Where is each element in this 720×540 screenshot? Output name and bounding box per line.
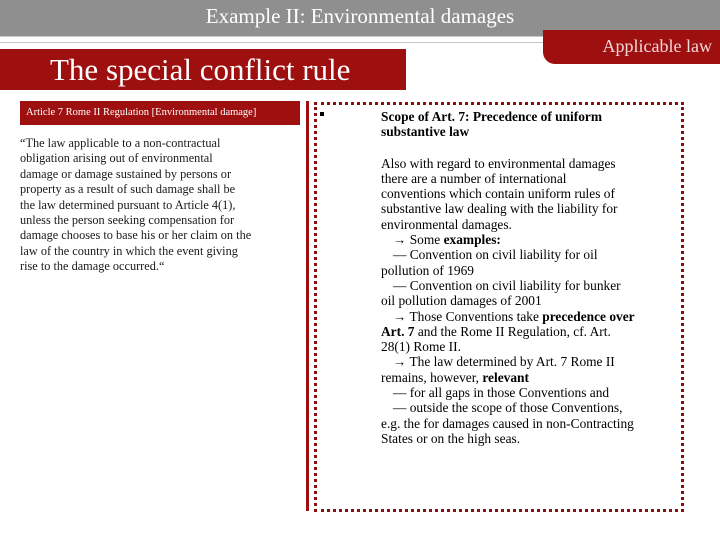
outside-line: e.g. the for damages caused in non-Contracting xyxy=(381,415,634,431)
quote-line: the law determined pursuant to Article 4(1), xyxy=(20,197,236,212)
intro-line: conventions which contain uniform rules of xyxy=(381,186,615,202)
quote-line: law of the country in which the event giving xyxy=(20,243,238,258)
precedence-line xyxy=(381,309,681,324)
law-line xyxy=(381,370,681,385)
relevant-emphasis: relevant xyxy=(482,369,529,385)
law-line: → The law determined by Art. 7 Rome II xyxy=(393,354,615,370)
section-title: The special conflict rule xyxy=(0,49,406,90)
examples-label: examples: xyxy=(443,232,501,248)
intro-line: there are a number of international xyxy=(381,170,567,186)
convention-line: — Convention on civil liability for bunker xyxy=(393,277,621,293)
bullet-icon xyxy=(320,112,324,116)
article-quote xyxy=(20,136,292,275)
convention-line: oil pollution damages of 2001 xyxy=(381,293,542,309)
scope-heading-line: substantive law xyxy=(381,124,470,140)
quote-line: rise to the damage occurred.“ xyxy=(20,259,165,274)
quote-line: “The law applicable to a non-contractual xyxy=(20,136,221,150)
intro-line: substantive law dealing with the liability for xyxy=(381,201,618,217)
precedence-text: → Those Conventions take xyxy=(393,308,543,324)
quote-line: damage or damage sustained by persons or xyxy=(20,166,232,181)
precedence-line xyxy=(381,324,681,339)
article-label: Article 7 Rome II Regulation [Environmental damage] xyxy=(20,101,300,125)
precedence-text: and the Rome II Regulation, cf. Art. xyxy=(414,323,611,339)
quote-line: obligation arising out of environmental xyxy=(20,151,213,166)
outside-line: States or on the high seas. xyxy=(381,430,521,446)
examples-line xyxy=(381,232,681,247)
intro-line: environmental damages. xyxy=(381,216,512,232)
quote-line: property as a result of such damage shall be xyxy=(20,182,236,197)
convention-line: pollution of 1969 xyxy=(381,262,474,278)
scope-section xyxy=(381,109,681,446)
intro-line: Also with regard to environmental damages xyxy=(381,155,616,171)
precedence-line: 28(1) Rome II. xyxy=(381,339,461,355)
slide-title: Example II: Environmental damages xyxy=(205,4,515,28)
scope-heading-line: Scope of Art. 7: Precedence of uniform xyxy=(381,109,603,124)
gaps-line: — for all gaps in those Conventions and xyxy=(393,385,610,401)
outside-line: — outside the scope of those Conventions, xyxy=(393,400,623,416)
quote-line: damage chooses to base his or her claim on the xyxy=(20,228,252,243)
arrow-text: → Some xyxy=(393,232,444,248)
precedence-emphasis: precedence over xyxy=(542,308,635,324)
law-text: remains, however, xyxy=(381,369,483,385)
applicable-law-tab: Applicable law xyxy=(543,30,720,64)
article-ref: Art. 7 xyxy=(381,323,415,339)
quote-line: unless the person seeking compensation for xyxy=(20,213,235,228)
convention-line: — Convention on civil liability for oil xyxy=(393,247,598,263)
column-separator xyxy=(306,101,309,511)
